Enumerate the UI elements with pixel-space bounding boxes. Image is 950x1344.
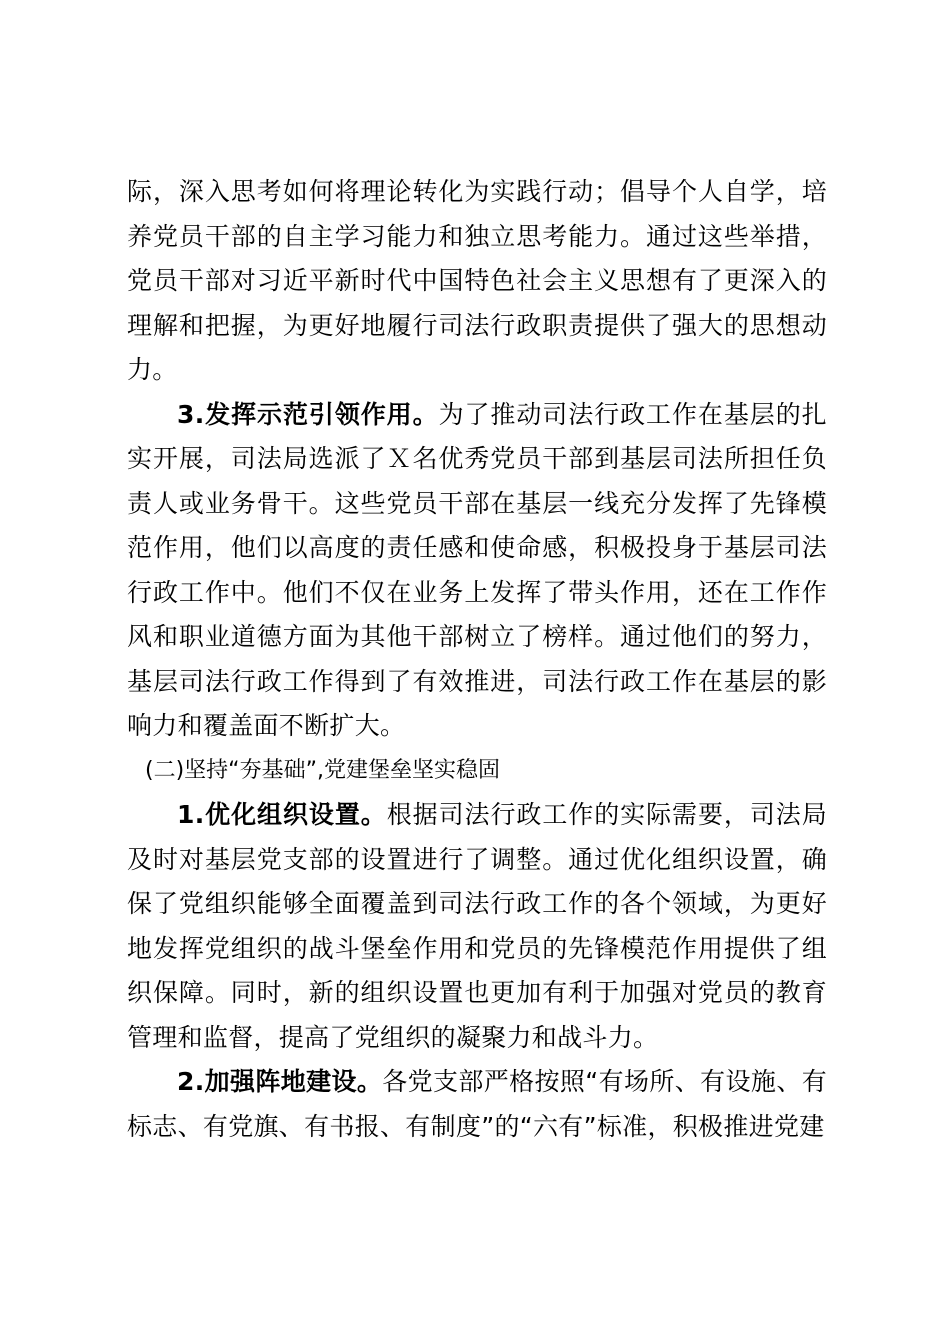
paragraph-text: 际，深入思考如何将理论转化为实践行动；倡导个人自学，培养党员干部的自主学习能力和独立思考能力。通过这些举措，党员干部对习近平新时代中国特色社会主义思想有了更深入的理解和把握，为更好地履行司法行政职责提供了强大的思想动力。 (127, 177, 827, 384)
paragraph-text: 各党支部严格按照“有场所、有设施、有标志、有党旗、有书报、有制度”的“六有”标准，积极推进党建 (127, 1067, 827, 1141)
document-body (127, 170, 827, 1149)
paragraph-text: 为了推动司法行政工作在基层的扎实开展，司法局选派了Ｘ名优秀党员干部到基层司法所担任负责人或业务骨干。这些党员干部在基层一线充分发挥了先锋模范作用，他们以高度的责任感和使命感，积极投身于基层司法行政工作中。他们不仅在业务上发挥了带头作用，还在工作作风和职业道德方面为其他干部树立了榜样。通过他们的努力，基层司法行政工作得到了有效推进，司法行政工作在基层的影响力和覆盖面不断扩大。 (127, 399, 827, 740)
paragraph-organization-setup (127, 793, 827, 1060)
paragraph-lead-heading: 2.加强阵地建设。 (177, 1067, 383, 1096)
section-heading: (二)坚持“夯基础”,党建堡垒坚实稳固 (145, 757, 500, 783)
paragraph-continued (127, 170, 827, 393)
paragraph-lead-heading: 1.优化组织设置。 (177, 800, 387, 829)
paragraph-position-building (127, 1060, 827, 1149)
paragraph-text: 根据司法行政工作的实际需要，司法局及时对基层党支部的设置进行了调整。通过优化组织设置，确保了党组织能够全面覆盖到司法行政工作的各个领域，为更好地发挥党组织的战斗堡垒作用和党员的先锋模范作用提供了组织保障。同时，新的组织设置也更加有利于加强对党员的教育管理和监督，提高了党组织的凝聚力和战斗力。 (127, 800, 828, 1052)
paragraph-lead-heading: 3.发挥示范引领作用。 (177, 399, 439, 429)
paragraph-exemplary-role (127, 393, 827, 749)
